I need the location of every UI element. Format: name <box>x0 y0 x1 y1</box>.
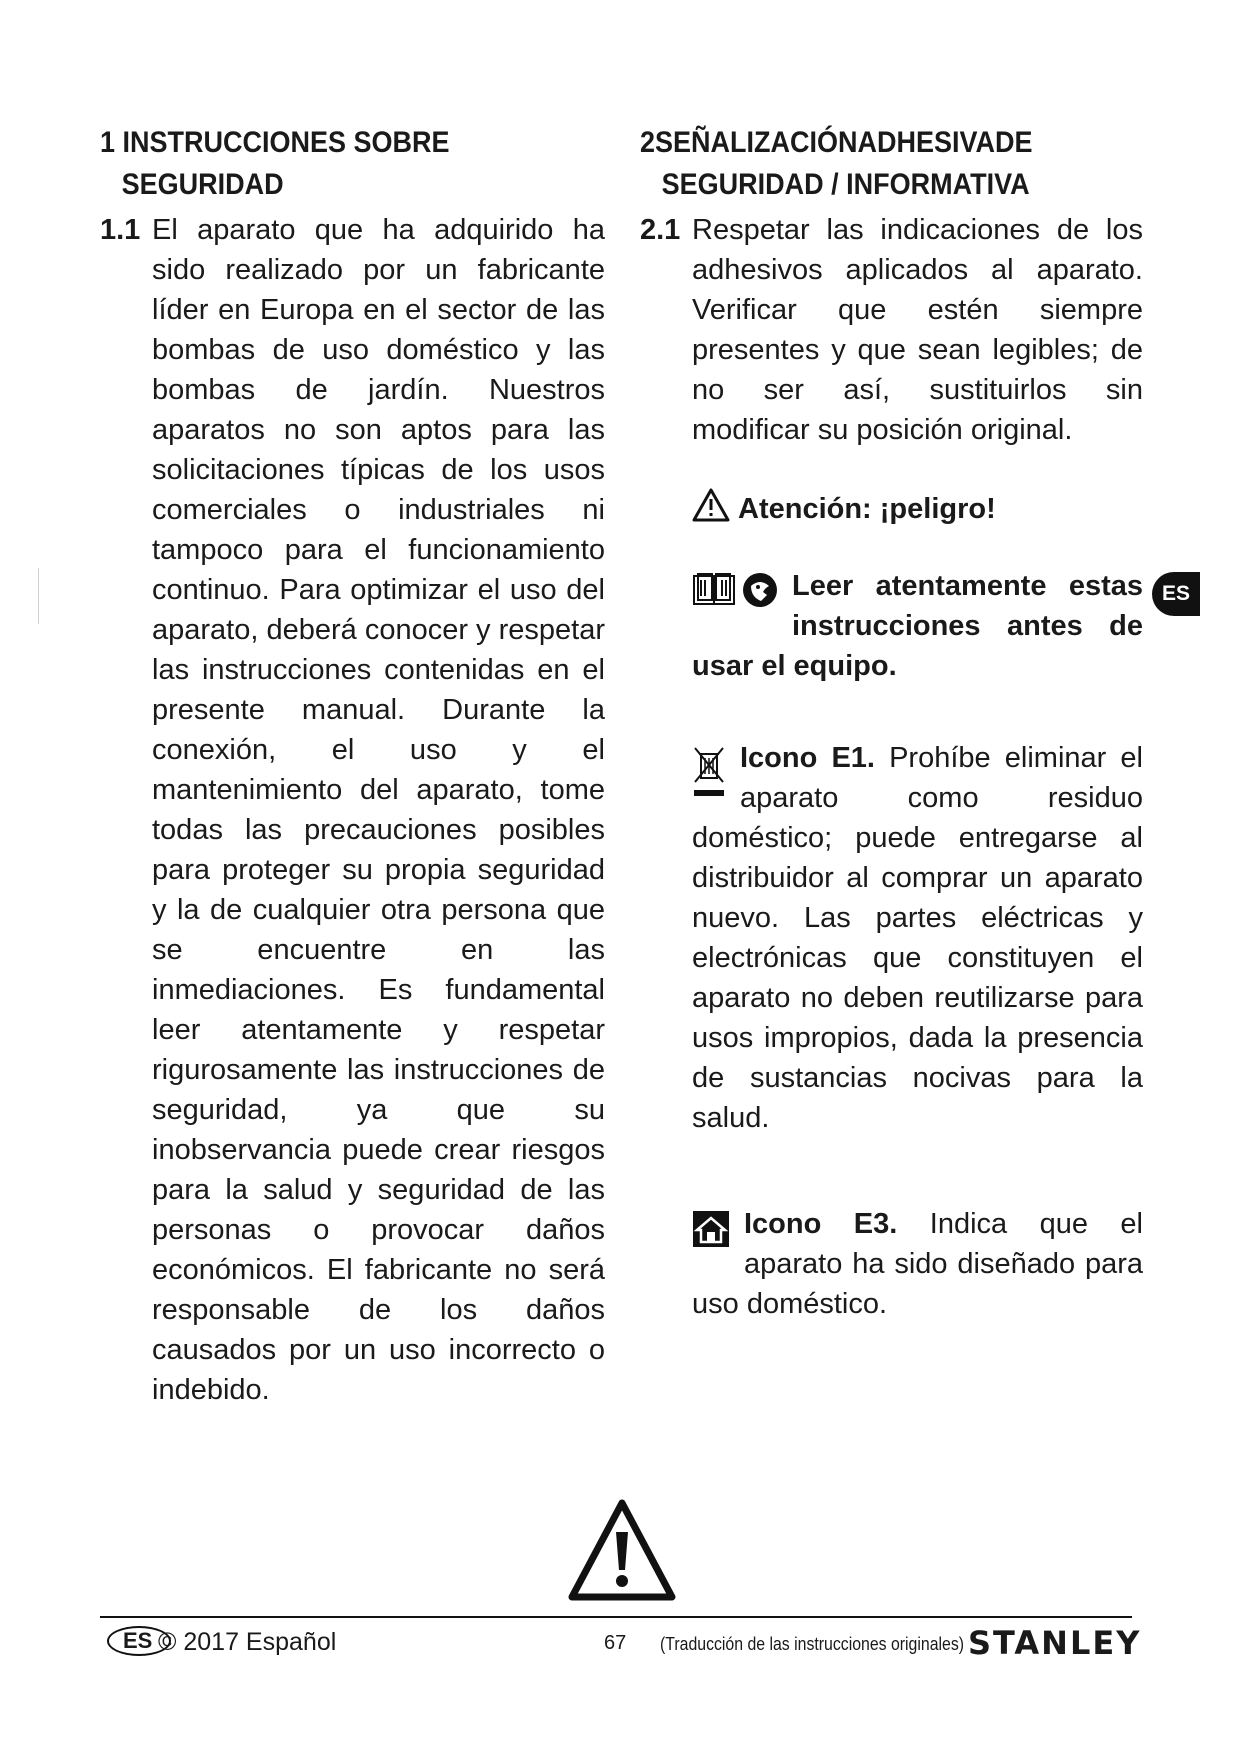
warning-triangle-icon <box>692 488 730 530</box>
section-2-heading-line2: SEGURIDAD / INFORMATIVA <box>661 168 1030 201</box>
paragraph-text: El aparato que ha adquirido ha sido realizado por un fabricante líder en Europa en el sector de las bombas de uso doméstico y las bombas de jardín. Nuestros aparatos no son aptos para las solicitaciones típicas de los usos comerciales o industriales ni tampoco para el funcionamiento continuo. Para optimizar el uso del aparato, deberá conocer y respetar las instrucciones contenidas en el presente manual. Durante la conexión, el uso y el mantenimiento del aparato, tome todas las precauciones posibles para proteger su propia seguridad y la de cualquier otra persona que se encuentre en las inmediaciones. Es fundamental leer atentamente y respetar rigurosamente las instrucciones de seguridad, ya que su inobservancia puede crear riesgos para la salud y seguridad de las personas o provocar daños económicos. El fabricante no será responsable de los daños causados por un uso incorrecto o indebido. <box>152 214 605 1406</box>
brand-logo: STANLEY <box>968 1624 1142 1662</box>
section-2-heading-line1: 2SEÑALIZACIÓNADHESIVADE <box>640 126 1033 159</box>
margin-mark <box>38 568 39 624</box>
icon-e1-block <box>692 738 1143 1138</box>
paragraph-2-1 <box>640 210 1143 450</box>
language-side-tab: ES <box>1152 572 1200 616</box>
section-2 <box>640 122 1143 1324</box>
language-badge: ES <box>107 1626 171 1656</box>
manual-book-icon <box>692 572 736 619</box>
icon-e3-block <box>692 1204 1143 1324</box>
icon-e3-text: Indica que el aparato ha sido diseñado para uso doméstico. <box>692 1208 1143 1320</box>
paragraph-number: 1.1 <box>100 214 141 246</box>
read-instructions-icon <box>742 572 778 619</box>
section-2-heading <box>640 122 1093 206</box>
section-1-heading-line1: 1 INSTRUCCIONES SOBRE <box>100 126 450 159</box>
paragraph-1-1 <box>100 210 605 1410</box>
icon-e3-label: Icono E3. <box>744 1208 898 1240</box>
section-1 <box>100 122 605 1410</box>
icon-e1-text: Prohíbe eliminar el aparato como residuo doméstico; puede entregarse al distribuidor al comprar un aparato nuevo. Las partes eléctricas y electrónicas que constituyen el aparato no deben reutilizarse para usos impropios, dada la presencia de sustancias nocivas para la salud. <box>692 742 1143 1134</box>
section-1-heading-line2: SEGURIDAD <box>121 168 284 201</box>
danger-warning <box>692 488 1143 530</box>
read-notice-text: Leer atentamente estas instrucciones antes de usar el equipo. <box>692 570 1143 682</box>
large-warning-triangle-icon <box>568 1498 676 1607</box>
section-1-heading <box>100 122 555 206</box>
page-number: 67 <box>604 1632 627 1654</box>
copyright: © 2017 Español <box>158 1628 337 1656</box>
icon-e1-label: Icono E1. <box>740 742 875 774</box>
footer-rule <box>100 1616 1132 1618</box>
house-icon <box>692 1210 730 1259</box>
paragraph-text: Respetar las indicaciones de los adhesivos aplicados al aparato. Verificar que estén siempre presentes y que sean legibles; de no ser así, sustituirlos sin modificar su posición original. <box>692 214 1143 446</box>
paragraph-number: 2.1 <box>640 214 681 246</box>
translation-note: (Traducción de las instrucciones originales) <box>660 1634 965 1654</box>
crossed-bin-icon <box>692 744 726 813</box>
footer <box>100 1624 1142 1664</box>
read-manual-notice <box>692 566 1143 686</box>
warning-text: Atención: ¡peligro! <box>738 492 996 525</box>
